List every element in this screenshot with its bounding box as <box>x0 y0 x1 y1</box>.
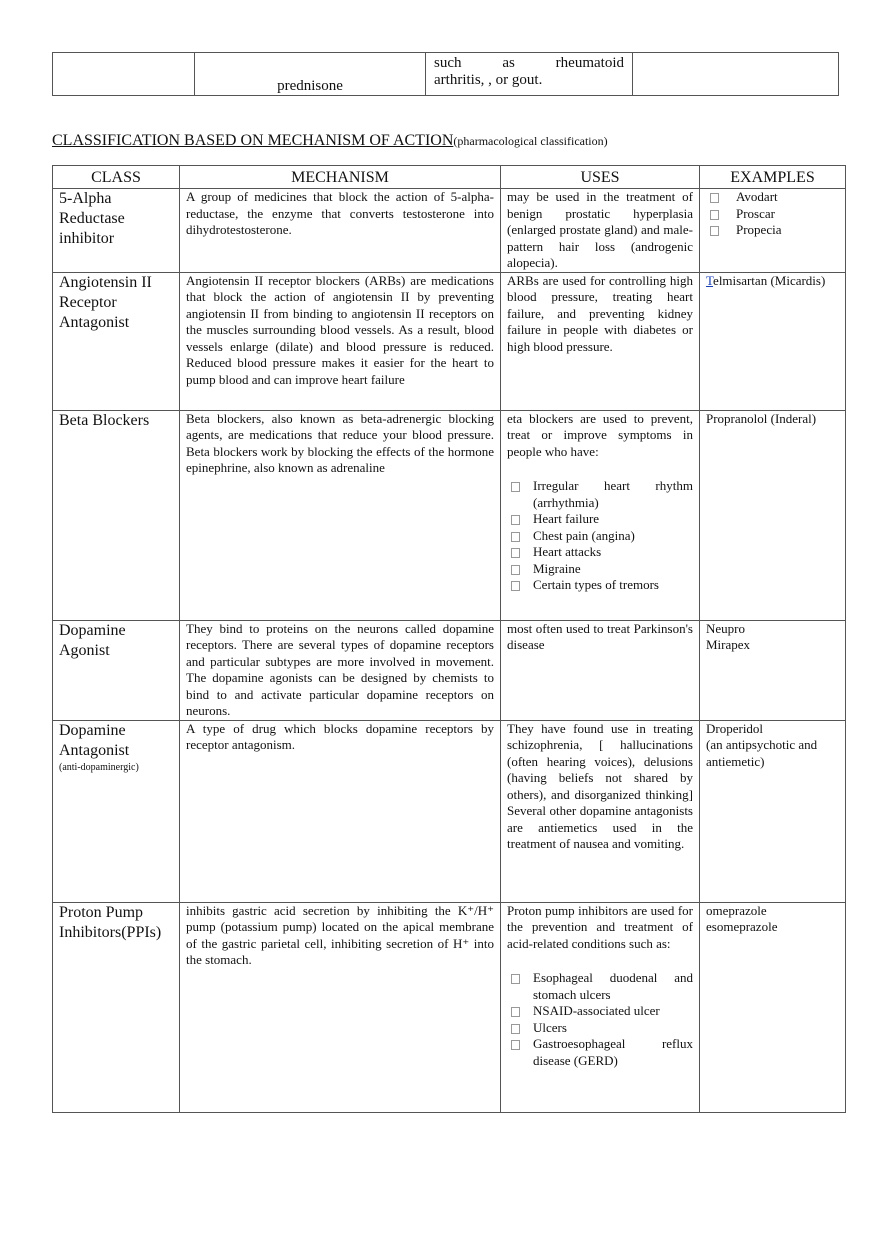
mechanism-cell: A type of drug which blocks dopamine receptors by receptor antagonism. <box>180 720 501 902</box>
examples-cell <box>700 720 846 902</box>
table-row <box>53 902 846 1112</box>
header-examples: EXAMPLES <box>700 166 846 189</box>
continued-table-row <box>52 52 839 96</box>
uses-intro: Proton pump inhibitors are used for the prevention and treatment of acid-related conditions such as: <box>507 902 693 951</box>
uses-cell <box>426 53 633 96</box>
mechanism-cell: inhibits gastric acid secretion by inhibiting the K⁺/H⁺ pump (potassium pump) located on the apical membrane of the gastric parietal cell, inhibiting secretion of H⁺ into the stomach. <box>180 902 501 1112</box>
drug-text: prednisone <box>277 78 343 94</box>
uses-list-item: Esophageal duodenal and stomach ulcers <box>507 970 693 1003</box>
table-row <box>53 189 846 273</box>
header-mechanism: MECHANISM <box>180 166 501 189</box>
table-row <box>53 720 846 902</box>
mechanism-cell: Beta blockers, also known as beta-adrenergic blocking agents, are medications that reduce your blood pressure. Beta blockers work by blocking the effects of the hormone epinephrine, also known as adrenaline <box>180 410 501 620</box>
uses-list-item: Heart attacks <box>507 544 693 561</box>
examples-cell <box>700 272 846 410</box>
example-text: elmisartan (Micardis) <box>713 272 826 288</box>
uses-line-1: such as rheumatoid <box>434 55 624 71</box>
header-row <box>53 166 846 189</box>
empty-cell <box>633 53 839 96</box>
mechanism-cell: They bind to proteins on the neurons called dopamine receptors. There are several types of dopamine receptors and particular subtypes are more involved in movement. The dopamine agonists can be designed by chemists to bind to and activate particular dopamine receptors on neurons. <box>180 620 501 720</box>
uses-list-item: Irregular heart rhythm (arrhythmia) <box>507 478 693 511</box>
example-item: Droperidol <box>706 720 764 736</box>
heading-title: CLASSIFICATION BASED ON MECHANISM OF ACTION <box>52 132 454 149</box>
uses-list-item: NSAID-associated ulcer <box>507 1003 693 1020</box>
class-cell: 5-Alpha Reductase inhibitor <box>53 189 180 273</box>
uses-cell: may be used in the treatment of benign prostatic hyperplasia (enlarged prostate gland) and male-pattern hair loss (androgenic alopecia). <box>501 189 700 273</box>
uses-cell: ARBs are used for controlling high blood pressure, treating heart failure, and preventing kidney failure in people with diabetes or high blood pressure. <box>501 272 700 410</box>
class-cell <box>53 720 180 902</box>
uses-list-item: Gastroesophageal reflux disease (GERD) <box>507 1036 693 1069</box>
header-uses: USES <box>501 166 700 189</box>
example-item: Mirapex <box>706 637 751 652</box>
uses-list-item: Certain types of tremors <box>507 577 693 594</box>
example-item: (an antipsychotic and antiemetic) <box>706 737 818 769</box>
examples-cell <box>700 902 846 1112</box>
example-item: esomeprazole <box>706 919 778 934</box>
heading-subtitle: (pharmacological classification) <box>453 134 608 148</box>
example-item: Proscar <box>706 206 839 223</box>
uses-cell: They have found use in treating schizophrenia, [ hallucinations (often hearing voices), delusions (having beliefs not shared by others), and disorganized thinking] Several other dopamine antagonists are antiemetics used in the treatment of nausea and vomiting. <box>501 720 700 902</box>
class-subtitle: (anti-dopaminergic) <box>59 761 139 773</box>
class-cell: Dopamine Agonist <box>53 620 180 720</box>
examples-cell: Propranolol (Inderal) <box>700 410 846 620</box>
examples-cell <box>700 189 846 273</box>
table-row <box>53 272 846 410</box>
uses-list-item: Migraine <box>507 561 693 578</box>
mechanism-cell: A group of medicines that block the action of 5-alpha-reductase, the enzyme that converts testosterone into dihydrotestosterone. <box>180 189 501 273</box>
example-item: omeprazole <box>706 902 767 918</box>
uses-list-item: Chest pain (angina) <box>507 528 693 545</box>
class-cell: Angiotensin II Receptor Antagonist <box>53 272 180 410</box>
table-row <box>53 410 846 620</box>
class-cell: Proton Pump Inhibitors(PPIs) <box>53 902 180 1112</box>
class-cell: Beta Blockers <box>53 410 180 620</box>
example-item: Avodart <box>706 189 839 206</box>
uses-list-item: Heart failure <box>507 511 693 528</box>
uses-intro: eta blockers are used to prevent, treat or improve symptoms in people who have: <box>507 410 693 459</box>
uses-cell: most often used to treat Parkinson's disease <box>501 620 700 720</box>
class-name: Dopamine Antagonist <box>59 721 130 759</box>
mechanism-cell: Angiotensin II receptor blockers (ARBs) are medications that block the action of angiotensin II by preventing angiotensin II from binding to angiotensin II receptors on the muscles surrounding blood vessels. As a result, blood vessels enlarge (dilate) and blood pressure is reduced. Reduced blood pressure makes it easier for the heart to pump blood and can improve heart failure <box>180 272 501 410</box>
section-heading <box>52 132 608 150</box>
uses-cell <box>501 902 700 1112</box>
example-item: Propecia <box>706 222 839 239</box>
drug-cell <box>195 53 426 96</box>
uses-line-2: arthritis, , or gout. <box>434 72 543 88</box>
example-link[interactable]: T <box>706 272 714 288</box>
header-class: CLASS <box>53 166 180 189</box>
example-item: Neupro <box>706 620 745 636</box>
examples-cell <box>700 620 846 720</box>
table-row <box>53 620 846 720</box>
classification-table <box>52 165 846 1113</box>
empty-cell <box>53 53 195 96</box>
uses-cell <box>501 410 700 620</box>
uses-list-item: Ulcers <box>507 1020 693 1037</box>
